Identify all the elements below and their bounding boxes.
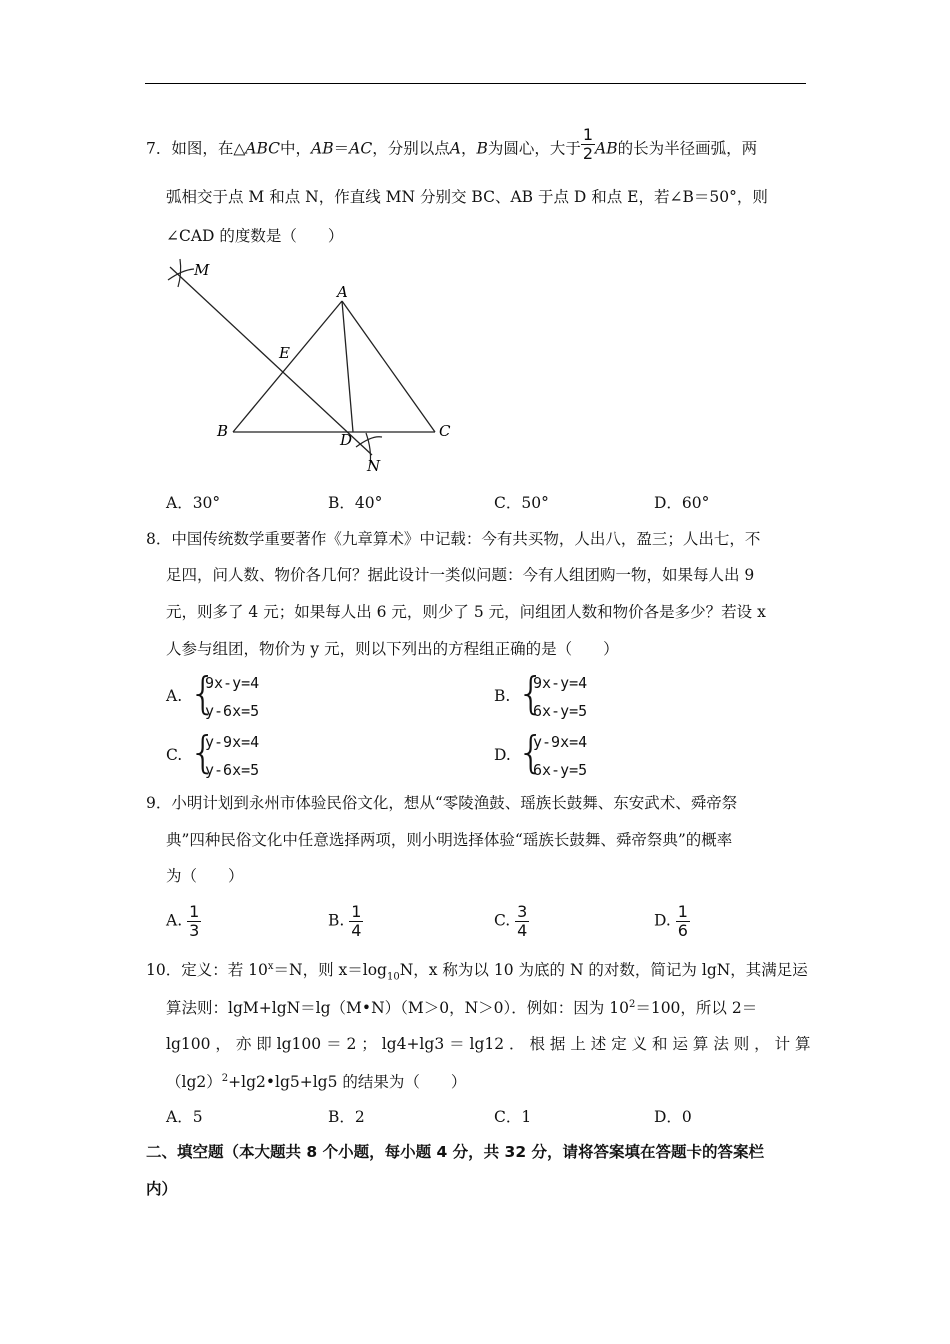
q10-line-1: 10．定义：若 $10^x=N$，则 $x=\log_{10}N$，x 称为以 10 为底的 N 的对数，简记为 lgN，其满足运 [146, 961, 808, 983]
label-n: N [367, 457, 381, 475]
q8-option-d-eq2: 6x-y=5 [533, 761, 588, 779]
q8-option-b-eq1: 9x-y=4 [533, 674, 588, 692]
q8-line-3: 元，则多了 4 元；如果每人出 6 元，则少了 5 元，问组团人数和物价各是多少？若设 x [166, 603, 766, 621]
q10-line-4: $(\lg 2)^2+\lg 2•\lg 5+\lg 5$ 的结果为（ ） [166, 1073, 467, 1092]
q8-option-d-eq1: y-9x=4 [533, 733, 588, 751]
section-2-heading-line-2: 内） [146, 1180, 178, 1198]
q8-line-1: 8．中国传统数学重要著作《九章算术》中记载：今有共买物，人出八，盈三；人出七，不 [146, 530, 761, 548]
q8-option-c-label[interactable]: C. [166, 746, 183, 764]
q7-triangle-figure [160, 255, 470, 480]
q9-option-c[interactable]: C. $\frac{3}{4}$ [494, 902, 528, 940]
q9-option-d[interactable]: D. $\frac{1}{6}$ [654, 902, 688, 940]
q9-line-2: 典”四种民俗文化中任意选择两项，则小明选择体验“瑶族长鼓舞、舜帝祭典”的概率 [166, 831, 733, 849]
q8-option-c-eq1: y-9x=4 [205, 733, 260, 751]
header-rule [145, 83, 806, 84]
label-m: M [194, 261, 210, 279]
side-ac [342, 301, 435, 432]
q7-line-3: ∠CAD 的度数是（ ） [166, 227, 344, 245]
q8-option-b-eq2: 6x-y=5 [533, 702, 588, 720]
q9-option-b[interactable]: B. $\frac{1}{4}$ [328, 902, 362, 940]
q9-line-3: 为（ ） [166, 867, 244, 885]
q8-option-a-brace: { [189, 668, 217, 719]
q7-fraction: $\frac{1}{2}$ [582, 125, 594, 163]
q10-option-d[interactable]: D．0 [654, 1108, 692, 1126]
label-d: D [340, 431, 353, 449]
q9-line-1: 9．小明计划到永州市体验民俗文化，想从“零陵渔鼓、瑶族长鼓舞、东安武术、舜帝祭 [146, 794, 738, 812]
q8-option-a-label[interactable]: A. [166, 687, 183, 705]
label-a: A [337, 283, 348, 301]
q7-line-2: 弧相交于点 M 和点 N，作直线 MN 分别交 BC、AB 于点 D 和点 E，若∠B＝50°，则 [166, 188, 768, 206]
q10-line-3: lg100 ， 亦 即 lg100 ＝ 2 ； lg4+lg3 ＝ lg12 ． 根 据 上 述 定 义 和 运 算 法 则 ， 计 算 [166, 1035, 811, 1053]
q8-option-d-brace: { [517, 727, 545, 778]
q8-option-c-eq2: y-6x=5 [205, 761, 260, 779]
label-c: C [439, 422, 451, 440]
segment-ad [342, 301, 353, 432]
q10-option-b[interactable]: B．2 [328, 1108, 365, 1126]
q8-line-2: 足四，问人数、物价各几何？据此设计一类似问题：今有人组团购一物，如果每人出 9 [166, 566, 755, 584]
q10-line-2: 算法则：lgM+lgN＝lg（M•N）（M＞0，N＞0）．例如：因为 $10^2=100$，所以 2＝ [166, 999, 758, 1018]
q8-option-b-label[interactable]: B. [494, 687, 511, 705]
q8-option-c-brace: { [189, 727, 217, 778]
section-2-heading-line-1: 二、填空题（本大题共 8 个小题，每小题 4 分，共 32 分，请将答案填在答题卡的答案栏 [146, 1143, 765, 1161]
label-e: E [279, 344, 290, 362]
q8-option-b-brace: { [517, 668, 545, 719]
q8-line-4: 人参与组团，物价为 y 元，则以下列出的方程组正确的是（ ） [166, 640, 619, 658]
q7-option-a[interactable]: A．30° [166, 494, 221, 512]
q7-option-b[interactable]: B．40° [328, 494, 383, 512]
q8-option-d-label[interactable]: D. [494, 746, 511, 764]
q7-option-c[interactable]: C．50° [494, 494, 549, 512]
q9-option-a[interactable]: A. $\frac{1}{3}$ [166, 902, 200, 940]
q7-option-d[interactable]: D．60° [654, 494, 710, 512]
q8-option-a-eq2: y-6x=5 [205, 702, 260, 720]
q10-option-c[interactable]: C．1 [494, 1108, 532, 1126]
q7-line-1: 7．如图，在△ABC中，AB＝AC，分别以点A，B为圆心，大于 $\frac{1}{2}$ AB的长为半径画弧，两 [146, 125, 758, 163]
label-b: B [217, 422, 229, 440]
q8-option-a-eq1: 9x-y=4 [205, 674, 260, 692]
q10-option-a[interactable]: A．5 [166, 1108, 203, 1126]
